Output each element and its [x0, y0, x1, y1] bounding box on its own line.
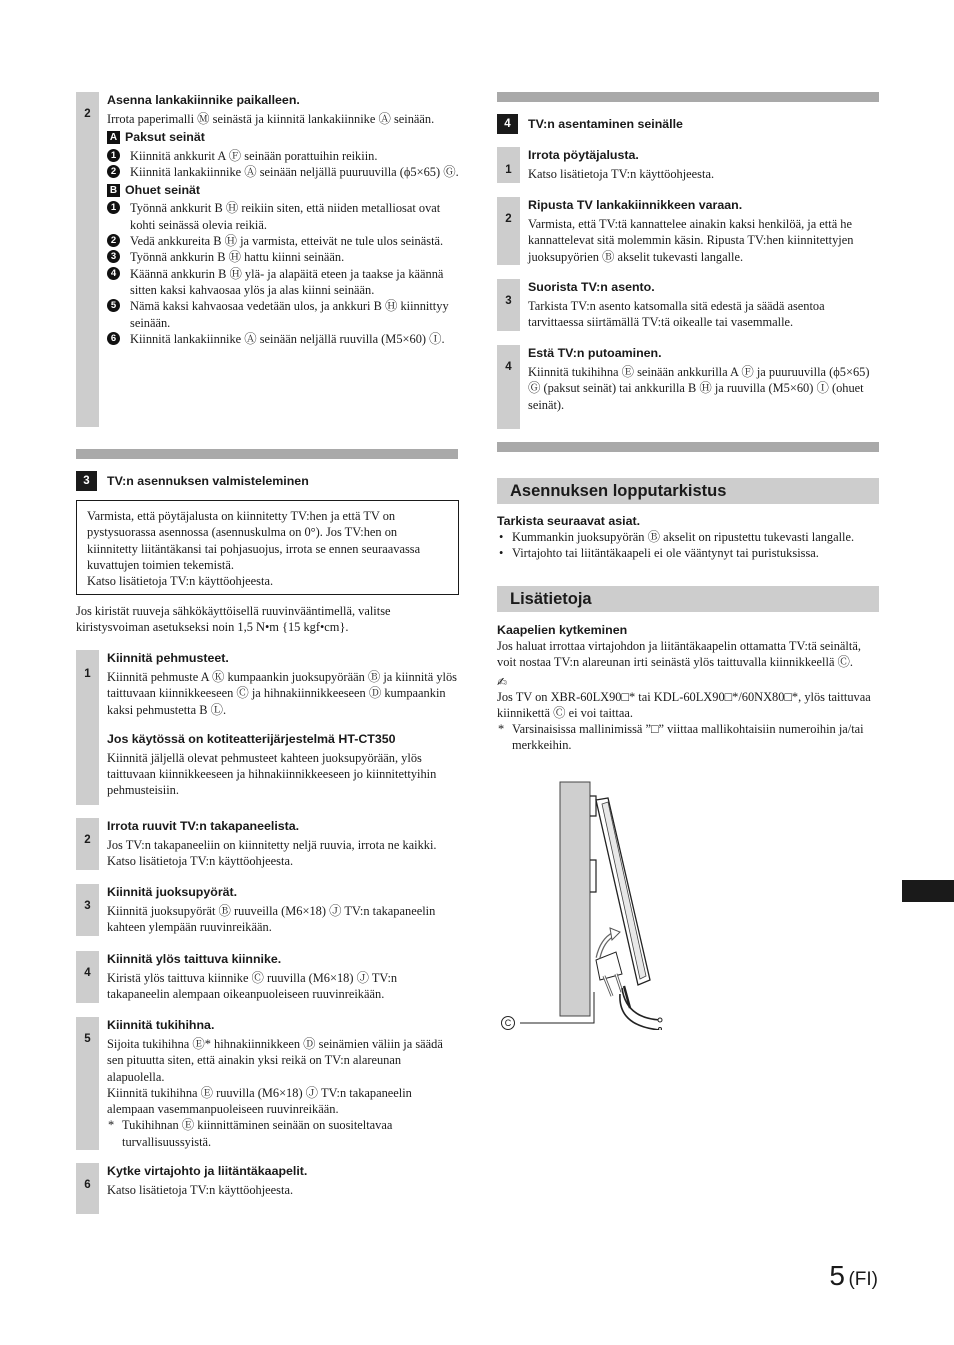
thin-walls-heading: B Ohuet seinät: [107, 182, 460, 198]
step-number: 3: [505, 295, 512, 307]
step-2-install-wire-bracket: [76, 92, 460, 427]
step-number: 2: [505, 213, 512, 225]
section-divider: [76, 449, 458, 459]
step-text: Katso lisätietoja TV:n käyttöohjeesta.: [107, 1183, 294, 1197]
letter-a-box-icon: A: [107, 131, 120, 144]
step-title: Suorista TV:n asento.: [528, 280, 655, 294]
section-number-badge: 3: [76, 471, 97, 491]
step-number: 2: [84, 108, 91, 120]
page-number: [829, 1260, 878, 1291]
number-3-circle-icon: 3: [107, 250, 120, 263]
thin-item-6: 6 Kiinnitä lankakiinnike Ⓐ seinään neljällä ruuvilla (M5×60) Ⓘ.: [107, 331, 460, 347]
chapter-tab: [902, 880, 954, 902]
thick-item-1: 1 Kiinnitä ankkurit A Ⓕ seinään porattuihin reikiin.: [107, 148, 460, 164]
thick-walls-heading: A Paksut seinät: [107, 129, 460, 145]
step-number: 4: [505, 361, 512, 373]
thick-item-2: 2 Kiinnitä lankakiinnike Ⓐ seinään neljällä puuruuvilla (ϕ5×65) Ⓖ.: [107, 164, 460, 180]
model-footnote: * Varsinaisissa mallinimissä ”□” viittaa mallikohtaisiin numeroihin ja/tai merkkeihin.: [498, 722, 864, 753]
page-number-value: 5: [829, 1260, 845, 1291]
step-title: Asenna lankakiinnike paikalleen.: [107, 93, 300, 107]
tv-wall-diagram: [498, 780, 668, 1030]
prep-step-5: [76, 1017, 460, 1150]
step-text-2: Kiinnitä tukihihna Ⓔ ruuvilla (M6×18) Ⓙ TV:n takapaneelin alempaan vasemmanpuoleiseen ruuvinreikään.: [107, 1085, 412, 1117]
final-check-body: [497, 513, 881, 562]
final-check-heading: Asennuksen lopputarkistus: [497, 478, 879, 504]
more-info-body: [497, 622, 881, 754]
step-title: Irrota ruuvit TV:n takapaneelista.: [107, 819, 300, 833]
step-text: Jos TV:n takapaneeliin on kiinnitetty neljä ruuvia, irrota ne kaikki. Katso lisätietoja TV:n käyttöohjeesta.: [107, 838, 437, 869]
number-1-circle-icon: 1: [107, 201, 120, 214]
step-bar: [76, 92, 99, 427]
section-4-title: 4 TV:n asentaminen seinälle: [497, 114, 683, 134]
step-title: Kiinnitä juoksupyörät.: [107, 885, 238, 899]
step-text: Kiinnitä tukihihna Ⓔ seinään ankkurilla A Ⓕ ja puuruuvilla (ϕ5×65) Ⓖ (paksut seinät) tai ankkurilla B Ⓗ ja ruuvilla (M5×60) Ⓘ (ohuet seinät).: [528, 365, 870, 412]
step-intro: Irrota paperimalli Ⓜ seinästä ja kiinnitä lankakiinnike Ⓐ seinään.: [107, 112, 435, 126]
number-5-circle-icon: 5: [107, 299, 120, 312]
cable-connection-subtitle: Kaapelien kytkeminen: [497, 623, 628, 637]
step-title: Kiinnitä ylös taittuva kiinnike.: [107, 952, 282, 966]
prep-step-1: [76, 650, 460, 805]
preparation-note-box: [76, 500, 459, 595]
page-language: (FI): [848, 1269, 878, 1290]
step-number: 3: [84, 900, 91, 912]
tv-wall-tilt-illustration: [498, 780, 668, 1030]
step-text: Kiinnitä pehmuste A Ⓚ kumpaankin juoksupyörään Ⓑ ja kiinnitä ylös taittuvaan kiinnikkeeseen Ⓒ ja hihnakiinnikkeeseen Ⓓ kumpaankin kaksi pehmustetta B Ⓛ.: [107, 670, 457, 717]
prep-step-3: [76, 884, 460, 936]
thin-item-4: 4 Käännä ankkurin B Ⓗ ylä- ja alapäitä eteen ja taakse ja käännä sitten kaksi kahvaosaa ylös ja alas kiinni seinään.: [107, 266, 460, 299]
step-title: Kiinnitä tukihihna.: [107, 1018, 215, 1032]
step-number: 6: [84, 1179, 91, 1191]
step-text: Kiristä ylös taittuva kiinnike Ⓒ ruuvilla (M6×18) Ⓙ TV:n takapaneelin alempaan oikeanpuoleiseen ruuvinreikään.: [107, 971, 398, 1002]
cable-connection-text: Jos haluat irrottaa virtajohdon ja liitäntäkaapelin ottamatta TV:tä seinältä, voit nostaa TV:n alareunan irti seinästä ylös taittuvalla kiinnikkeellä Ⓒ.: [497, 639, 861, 670]
step-title: Estä TV:n putoaminen.: [528, 346, 662, 360]
section-divider: [497, 442, 879, 452]
step-subtitle: Jos käytössä on kotiteatterijärjestelmä HT-CT350: [107, 731, 396, 746]
preparation-note-text: Varmista, että pöytäjalusta on kiinnitetty TV:hen ja että TV on pystysuorassa asennossa (asennuskulma on 0°). Jos TV:hen on kiinnitetty liitäntäkansi tai pohjasuojus, irrota se ennen seuraavassa kuvattujen toimien tekemistä. Katso lisätietoja TV:n käyttöohjeesta.: [87, 509, 421, 589]
number-2-circle-icon: 2: [107, 234, 120, 247]
model-note: Jos TV on XBR-60LX90□* tai KDL-60LX90□*/60NX80□*, ylös taittuvaa kiinnikettä Ⓒ ei voi taittaa.: [497, 689, 871, 720]
note-pen-icon: ✍: [497, 674, 508, 689]
label-c-circle-icon: C: [501, 1016, 515, 1030]
number-4-circle-icon: 4: [107, 267, 120, 280]
step-title: Ripusta TV lankakiinnikkeen varaan.: [528, 198, 743, 212]
section-3-title: 3 TV:n asennuksen valmisteleminen: [76, 471, 309, 491]
final-check-bullet-1: • Kummankin juoksupyörän Ⓑ akselit on ripustettu tukevasti langalle.: [499, 530, 855, 544]
letter-b-box-icon: B: [107, 184, 120, 197]
thin-item-3: 3 Työnnä ankkurin B Ⓗ hattu kiinni seinään.: [107, 249, 460, 265]
prep-step-4: [76, 951, 460, 1003]
step-title: Irrota pöytäjalusta.: [528, 148, 639, 162]
thin-item-1: 1 Työnnä ankkurit B Ⓗ reikiin siten, että niiden metalliosat ovat kohti seinässä olevia reikiä.: [107, 200, 460, 233]
final-check-lead: Tarkista seuraavat asiat.: [497, 514, 641, 528]
number-6-circle-icon: 6: [107, 332, 120, 345]
mount-step-1: [497, 147, 881, 183]
number-1-circle-icon: 1: [107, 149, 120, 162]
step-subtext: Kiinnitä jäljellä olevat pehmusteet kahteen juoksupyörään, ylös taittuvaan kiinnikkeeseen ja hihnakiinnikkeeseen jo kiinnitettyihin pehmusteisiin.: [107, 750, 437, 798]
step-text: Katso lisätietoja TV:n käyttöohjeesta.: [528, 167, 715, 181]
step-title: Kytke virtajohto ja liitäntäkaapelit.: [107, 1164, 308, 1178]
prep-step-6: [76, 1163, 460, 1214]
torque-note: Jos kiristät ruuveja sähkökäyttöisellä ruuvinvääntimellä, valitse kiristysvoiman asetukseksi noin 1,5 N•m {15 kgf•cm}.: [76, 604, 391, 635]
mount-step-4: [497, 345, 881, 429]
step-title: Kiinnitä pehmusteet.: [107, 651, 229, 665]
step-number: 5: [84, 1033, 91, 1045]
mount-step-3: [497, 279, 881, 331]
step-number: 1: [84, 668, 91, 680]
step-text: Kiinnitä juoksupyörät Ⓑ ruuveilla (M6×18) Ⓙ TV:n takapaneelin kahteen ylempään ruuvinreikään.: [107, 904, 436, 935]
thin-item-2: 2 Vedä ankkureita B Ⓗ ja varmista, etteivät ne tule ulos seinästä.: [107, 233, 460, 249]
step-text: Varmista, että TV:tä kannattelee ainakin kaksi henkilöä, ja että he kannattelevat sitä molemmin käsin. Ripusta TV:hen kiinnitettyjen juoksupyörien Ⓑ akselit tukevasti langalle.: [528, 217, 854, 264]
number-2-circle-icon: 2: [107, 165, 120, 178]
step-text: Tarkista TV:n asento katsomalla sitä edestä ja säädä asentoa tarvittaessa siirtämällä TV:tä oikealle tai vasemmalle.: [528, 299, 825, 330]
prep-step-2: [76, 818, 460, 870]
step-number: 4: [84, 967, 91, 979]
step-number: 1: [505, 164, 512, 176]
step-number: 2: [84, 834, 91, 846]
final-check-bullet-2: • Virtajohto tai liitäntäkaapeli ei ole vääntynyt tai puristuksissa.: [499, 546, 819, 561]
more-info-heading: Lisätietoja: [497, 586, 879, 612]
mount-step-2: [497, 197, 881, 265]
step-footnote: * Tukihihnan Ⓔ kiinnittäminen seinään on suositeltavaa turvallisuussyistä.: [108, 1118, 393, 1149]
section-divider: [497, 92, 879, 102]
step-text: Sijoita tukihihna Ⓔ* hihnakiinnikkeen Ⓓ seinämien väliin ja säädä sen pituutta siten, että ainakin yksi reikä on TV:n alareunan alapuolella.: [107, 1037, 443, 1084]
thin-item-5: 5 Nämä kaksi kahvaosaa vedetään ulos, ja ankkuri B Ⓗ kiinnittyy seinään.: [107, 298, 460, 331]
section-number-badge: 4: [497, 114, 518, 134]
